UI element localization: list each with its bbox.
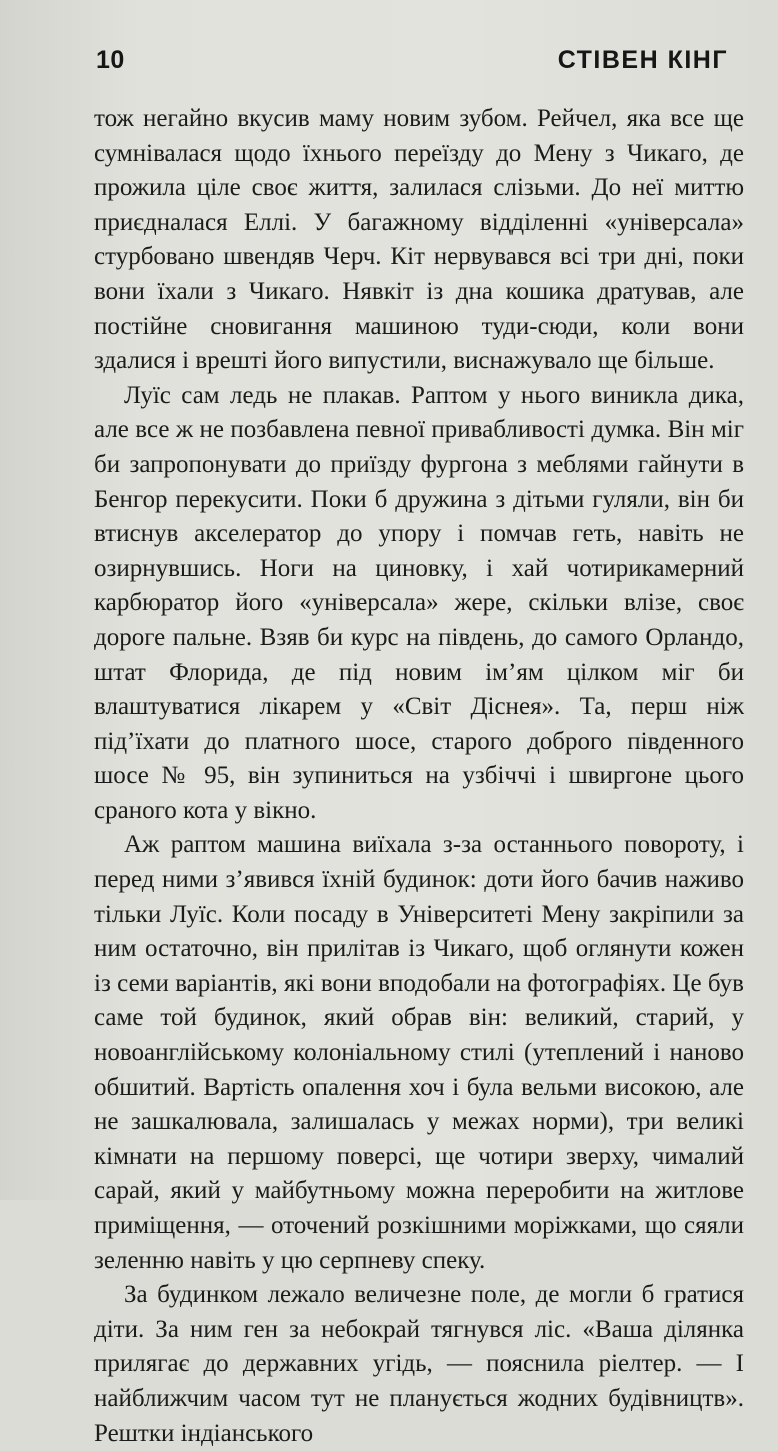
paragraph: За будинком лежало величезне поле, де могли б гратися діти. За ним ген за небокрай тягнувся ліс. «Ваша ділянка прилягає до державних угідь, — пояснила ріелтер. — І найближчим часом тут не планується жодних будівництв». Рештки індіанського: [94, 1281, 744, 1447]
body-text: [94, 102, 744, 1451]
running-head-author: СТІВЕН КІНГ: [557, 46, 728, 74]
paragraph: Луїс сам ледь не плакав. Раптом у нього виникла дика, але все ж не позбавлена певної привабливості думка. Він міг би запропонувати до приїзду фургона з меблями гайнути в Бенгор перекусити. Поки б дружина з дітьми гуляли, він би втиснув акселератор до упору і помчав геть, навіть не озирнувшись. Ноги на циновку, і хай чотирикамерний карбюратор його «універсала» жере, скільки влізе, своє дороге пальне. Взяв би курс на південь, до самого Орландо, штат Флорида, де під новим ім’ям цілком міг би влаштуватися лікарем у «Світ Діснея». Та, перш ніж під’їхати до платного шосе, старого доброго південного шосе № 95, він зупиниться на узбіччі і швиргоне цього сраного кота у вікно.: [94, 381, 744, 824]
paragraph: Аж раптом машина виїхала з-за останнього повороту, і перед ними з’явився їхній будинок: доти його бачив наживо тільки Луїс. Коли посаду в Університеті Мену закріпили за ним остаточно, він прилітав із Чикаго, щоб оглянути кожен із семи варіантів, які вони вподобали на фотографіях. Це був саме той будинок, який обрав він: великий, старий, у новоанглійському колоніальному стилі (утеплений і наново обшитий. Вартість опалення хоч і була вельми високою, але не зашкалювала, залишалась у межах норми), три великі кімнати на першому поверсі, ще чотири зверху, чималий сарай, який у майбутньому можна переробити на житлове приміщення, — оточений розкішними моріжками, що сяяли зеленню навіть у цю серпневу спеку.: [94, 831, 744, 1274]
page-number: 10: [96, 46, 125, 74]
page-header: [96, 46, 748, 86]
paragraph: тож негайно вкусив маму новим зубом. Рейчел, яка все ще сумнівалася щодо їхнього переїзду до Мену з Чикаго, де прожила ціле своє життя, залилася слізьми. До неї миттю приєдналася Еллі. У багажному відділенні «універсала» стурбовано швендяв Черч. Кіт нервувався всі три дні, поки вони їхали з Чикаго. Нявкіт із дна кошика дратував, але постійне сновигання машиною туди-сюди, коли вони здалися і врешті його випустили, виснажувало ще більше.: [94, 105, 744, 375]
